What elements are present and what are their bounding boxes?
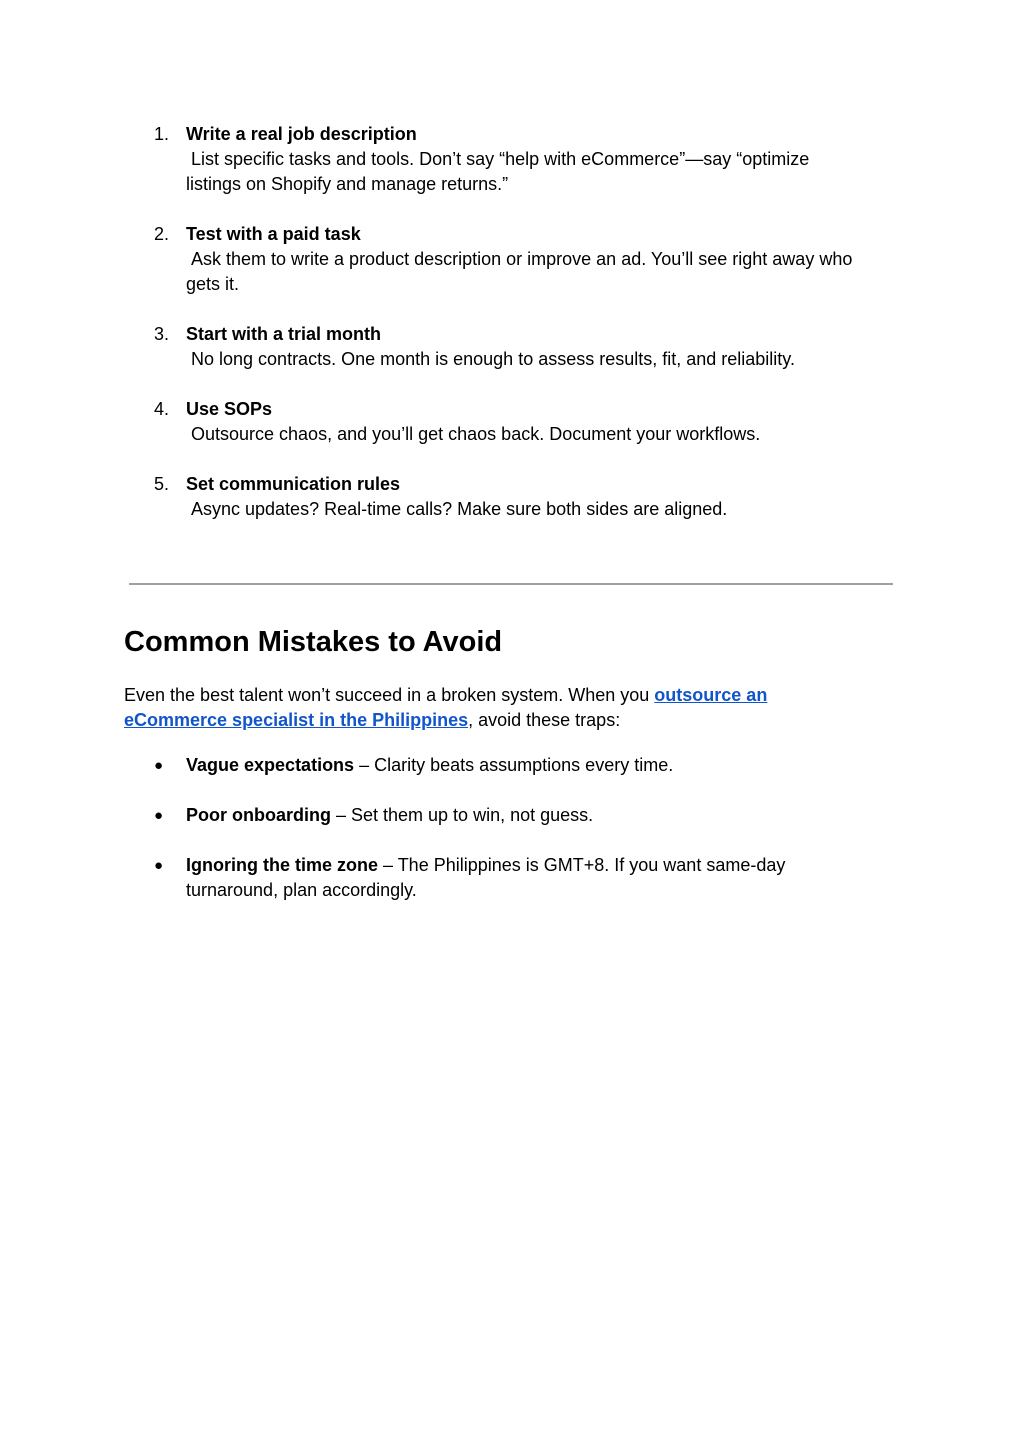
list-item bbox=[124, 753, 844, 778]
list-item bbox=[124, 853, 844, 903]
mistakes-bullet-list bbox=[124, 753, 844, 928]
list-number: 5. bbox=[154, 474, 170, 494]
intro-text-end: , avoid these traps: bbox=[468, 710, 621, 730]
list-item-title: Start with a trial month bbox=[186, 324, 382, 344]
bullet-term: Poor onboarding bbox=[186, 805, 331, 825]
list-item-title: Write a real job description bbox=[186, 124, 417, 144]
list-item-description: Async updates? Real-time calls? Make sure both sides are aligned. bbox=[191, 499, 728, 519]
horizontal-divider bbox=[129, 583, 893, 585]
list-item-description: gets it. bbox=[186, 274, 240, 294]
list-item bbox=[124, 803, 844, 828]
list-item bbox=[124, 472, 894, 522]
numbered-tips-list bbox=[124, 122, 894, 547]
list-item bbox=[124, 122, 894, 197]
list-number: 4. bbox=[154, 399, 170, 419]
list-item-description: Ask them to write a product description or improve an ad. You’ll see right away who bbox=[191, 249, 853, 269]
intro-paragraph bbox=[124, 683, 824, 733]
bullet-text: – Set them up to win, not guess. bbox=[330, 805, 594, 825]
list-number: 3. bbox=[154, 324, 170, 344]
bullet-text: – The Philippines is GMT+8. If you want same-day turnaround, plan accordingly. bbox=[186, 855, 786, 900]
list-item bbox=[124, 222, 894, 297]
outsource-specialist-link[interactable]: outsource an eCommerce specialist in the Philippines bbox=[124, 685, 768, 730]
section-heading: Common Mistakes to Avoid bbox=[124, 626, 503, 658]
list-number: 1. bbox=[154, 124, 170, 144]
list-item-description: List specific tasks and tools. Don’t say “help with eCommerce”—say “optimize bbox=[191, 149, 810, 169]
list-item-title: Set communication rules bbox=[186, 474, 401, 494]
intro-text: Even the best talent won’t succeed in a broken system. When you bbox=[124, 685, 655, 705]
list-item bbox=[124, 397, 894, 447]
bullet-text: – Clarity beats assumptions every time. bbox=[354, 755, 674, 775]
list-item-description: listings on Shopify and manage returns.” bbox=[186, 174, 509, 194]
bullet-term: Vague expectations bbox=[186, 755, 355, 775]
list-number: 2. bbox=[154, 224, 170, 244]
bullet-term: Ignoring the time zone bbox=[186, 855, 378, 875]
list-item-title: Test with a paid task bbox=[186, 224, 361, 244]
list-item-description: Outsource chaos, and you’ll get chaos back. Document your workflows. bbox=[191, 424, 761, 444]
list-item bbox=[124, 322, 894, 372]
bullet-icon: ● bbox=[154, 857, 164, 874]
list-item-title: Use SOPs bbox=[186, 399, 273, 419]
bullet-icon: ● bbox=[154, 757, 164, 774]
bullet-icon: ● bbox=[154, 807, 164, 824]
list-item-description: No long contracts. One month is enough to assess results, fit, and reliability. bbox=[191, 349, 795, 369]
